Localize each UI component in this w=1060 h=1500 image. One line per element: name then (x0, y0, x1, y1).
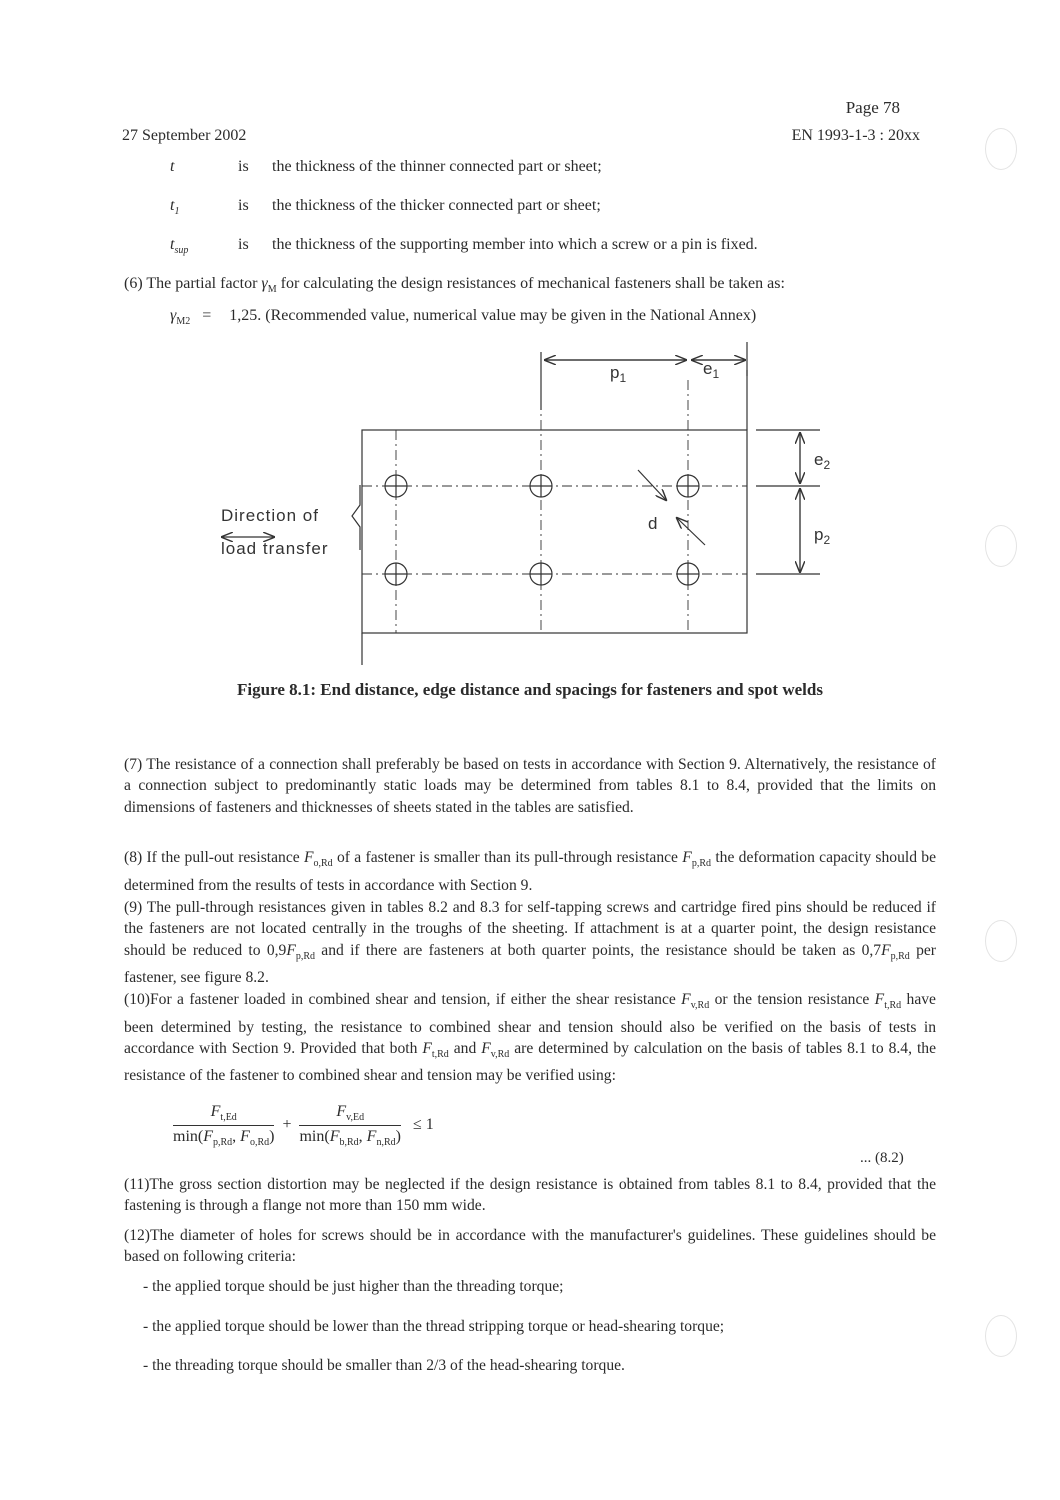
definition-is: is (238, 158, 249, 175)
bullet-item: - the applied torque should be lower than the thread stripping torque or head-shearing torque; (143, 1318, 725, 1335)
bullet-item: - the applied torque should be just higher than the threading torque; (143, 1278, 564, 1295)
scan-artifact (985, 525, 1017, 567)
clause-6: (6) The partial factor $\gamma_M$ for calculating the design resistances of mechanical fasteners shall be taken as: (124, 275, 785, 296)
scan-artifact (985, 1315, 1017, 1357)
label-e1: $e_1$ (703, 359, 720, 381)
label-p2: $p_2$ (814, 525, 831, 547)
definition-text: the thickness of the thinner connected part or sheet; (272, 158, 602, 175)
paragraph-7: (7) The resistance of a connection shall preferably be based on tests in accordance with Section 9. Alternatively, the resistance of a connection subject to predominantly static loads may be determined from tables 8.1 to 8.4, provided that the limits on dimensions of fasteners and thicknesses of sheets stated in the tables are satisfied. (124, 756, 936, 816)
partial-factor-value: $\gamma_{M2} = 1,25$. (Recommended value, numerical value may be given in the National Annex) (170, 307, 757, 328)
definition-text: the thickness of the supporting member into which a screw or a pin is fixed. (272, 236, 758, 253)
definition-is: is (238, 197, 249, 214)
direction-label-line2: load transfer (221, 539, 329, 558)
bullet-item: - the threading torque should be smaller than 2/3 of the head-shearing torque. (143, 1357, 625, 1374)
figure-caption: Figure 8.1: End distance, edge distance and spacings for fasteners and spot welds (237, 680, 823, 699)
paragraph-9: (9) The pull-through resistances given in tables 8.2 and 8.3 for self-tapping screws and cartridge fired pins should be reduced if the fasteners are not located centrally in the troughs of the sheeting. If attachment is at a quarter point, the design resistance should be reduced to $0,9F_{p,Rd}$ and if there are fasteners at both quarter points, the resistance should be taken as $0,7F_{p,Rd}$ per fastener, see figure 8.2. (124, 899, 936, 987)
definition-symbol: $t_1$ (170, 197, 180, 218)
scan-artifact (985, 920, 1017, 962)
definition-symbol: $t_{sup}$ (170, 236, 189, 257)
scan-artifact (985, 128, 1017, 170)
direction-label-line1: Direction of (221, 506, 319, 525)
definition-is: is (238, 236, 249, 253)
tension-term: $\frac{F_{t,Ed}}{\min(F_{p,Rd}, F_{o,Rd})}$ (173, 1103, 275, 1149)
label-p1: $p_1$ (610, 363, 627, 385)
interaction-equation: $\frac{F_{t,Ed}}{\min(F_{p,Rd}, F_{o,Rd})}$ + $\frac{F_{v,Ed}}{\min(F_{b,Rd}, F_{n,Rd})}$ ≤ 1 (173, 1103, 434, 1149)
paragraph-12: (12)The diameter of holes for screws should be in accordance with the manufacturer's guidelines. These guidelines should be based on following criteria: (124, 1227, 936, 1266)
paragraph-10: (10)For a fastener loaded in combined shear and tension, if either the shear resistance $F_{v,Rd}$ or the tension resistance $F_{t,Rd}$ have been determined by testing, the resistance to combined shear and tension should also be verified on the basis of tests in accordance with Section 9. Provided that both $F_{t,Rd}$ and $F_{v,Rd}$ are determined by calculation on the basis of tables 8.1 to 8.4, the resistance of the fastener to combined shear and tension may be verified using: (124, 991, 937, 1085)
plate-outline (362, 430, 747, 633)
shear-term: $\frac{F_{v,Ed}}{\min(F_{b,Rd}, F_{n,Rd})}$ (299, 1103, 401, 1149)
paragraph-11: (11)The gross section distortion may be neglected if the design resistance is obtained from tables 8.1 to 8.4, provided that the fastening is through a flange not more than 150 mm wide. (124, 1176, 936, 1215)
standard-reference: EN 1993-1-3 : 20xx (791, 127, 920, 144)
label-diameter: d (648, 514, 658, 533)
label-e2: $e_2$ (814, 450, 831, 472)
document-date: 27 September 2002 (122, 127, 247, 144)
definition-text: the thickness of the thicker connected part or sheet; (272, 197, 601, 214)
equation-number: ... (8.2) (860, 1150, 904, 1166)
paragraph-8: (8) If the pull-out resistance $F_{o,Rd}$ of a fastener is smaller than its pull-through resistance $F_{p,Rd}$ the deformation capacity should be determined from the results of tests in accordance with Section 9. (124, 849, 937, 894)
page-number: Page 78 (845, 98, 900, 117)
fastener-spacing-figure (200, 340, 860, 670)
definition-symbol: t (170, 158, 175, 175)
